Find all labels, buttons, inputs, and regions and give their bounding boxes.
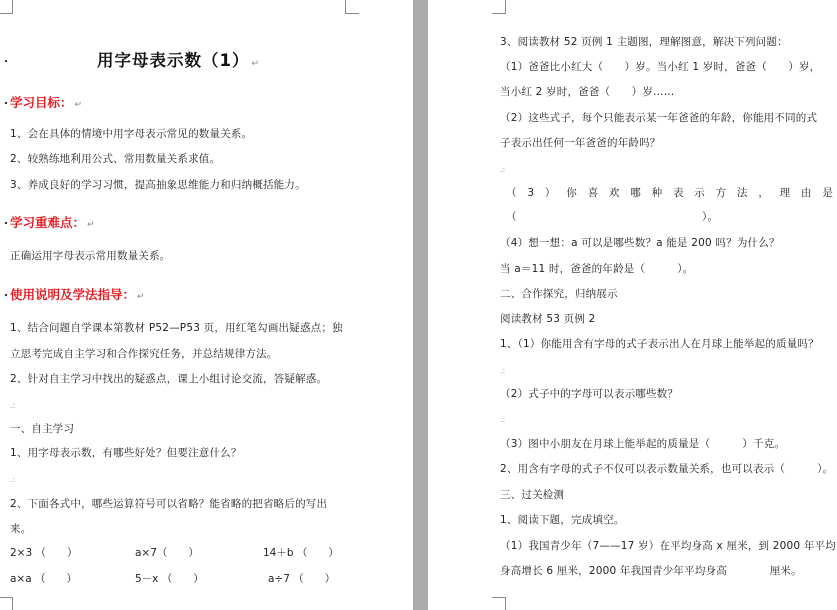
guide-text[interactable]: 立思考完成自主学习和合作探究任务，并总结规律方法。 [10, 348, 278, 360]
question-text[interactable]: （1）我国青少年（7——17 岁）在平均身高 x 厘米，到 2000 年平均 [500, 540, 836, 552]
empty-paragraph-mark: .: [500, 165, 506, 174]
section-heading-check[interactable]: 三、过关检测 [500, 489, 565, 501]
question-text[interactable]: 子表示出任何一年爸爸的年龄吗？ [500, 137, 661, 149]
answer-blank-open[interactable]: （ [506, 211, 517, 223]
page-corner-mark [0, 0, 13, 14]
document-title[interactable]: 用字母表示数（1） ↵ [97, 51, 261, 70]
question-text[interactable]: 1、（1）你能用含有字母的式子表示出人在月球上能举起的质量吗？ [500, 338, 819, 350]
goal-item[interactable]: 1、会在具体的情境中用字母表示常见的数量关系。 [10, 128, 253, 140]
question-text[interactable]: （2）这些式子，每个只能表示某一年爸爸的年龄，你能用不同的式 [500, 112, 818, 124]
page-corner-mark [0, 597, 13, 610]
question-text[interactable]: 身高增长 6 厘米，2000 年我国青少年平均身高 厘米。 [500, 565, 802, 577]
expression-blank[interactable]: 2×3 （ ） [10, 547, 78, 559]
section-heading-self-study[interactable]: 一、自主学习 [10, 423, 75, 435]
question-text[interactable]: （2）式子中的字母可以表示哪些数？ [500, 388, 679, 400]
guide-text[interactable]: 1、结合问题自学课本第教材 P52—P53 页，用红笔勾画出疑惑点；独 [10, 322, 343, 334]
section-heading-goals[interactable]: 学习目标： ↵ [10, 95, 83, 110]
section-heading-cooperation[interactable]: 二、合作探究，归纳展示 [500, 288, 618, 300]
page-corner-mark [492, 0, 506, 14]
guide-text[interactable]: 2、针对自主学习中找出的疑惑点，课上小组讨论交流，答疑解惑。 [10, 373, 328, 385]
page-corner-mark [345, 0, 359, 14]
question-text[interactable]: （1）爸爸比小红大（ ）岁。当小红 1 岁时，爸爸（ ）岁， [500, 61, 821, 73]
section-heading-key-points[interactable]: 学习重难点： ↵ [10, 215, 95, 230]
page-corner-mark [492, 597, 506, 610]
empty-paragraph-mark: .: [500, 415, 506, 424]
goal-item[interactable]: 2、较熟练地利用公式、常用数量关系求值。 [10, 153, 221, 165]
paragraph-bullet [5, 222, 7, 224]
question-text[interactable]: 阅读教材 53 页例 2 [500, 313, 596, 325]
section-heading-guide[interactable]: 使用说明及学法指导： ↵ [10, 287, 145, 302]
empty-paragraph-mark: .: [10, 475, 16, 484]
paragraph-bullet [5, 60, 7, 62]
document-page-left [0, 0, 413, 610]
question-text[interactable]: （4）想一想：a 可以是哪些数？a 能是 200 吗？为什么？ [500, 237, 780, 249]
paragraph-bullet [5, 294, 7, 296]
goal-item[interactable]: 3、养成良好的学习习惯，提高抽象思维能力和归纳概括能力。 [10, 179, 306, 191]
question-text[interactable]: 当 a＝11 时，爸爸的年龄是（ ）。 [500, 263, 694, 275]
expression-blank[interactable]: 5－x （ ） [135, 573, 204, 585]
question-text[interactable]: 1、阅读下题，完成填空。 [500, 514, 625, 526]
justified-question-line[interactable]: （ 3 ） 你 喜 欢 哪 种 表 示 方 法 ， 理 由 是 [506, 187, 833, 199]
key-point-text[interactable]: 正确运用字母表示常用数量关系。 [10, 250, 171, 262]
expression-blank[interactable]: a×a （ ） [10, 573, 78, 585]
paragraph-bullet [5, 102, 7, 104]
empty-paragraph-mark: .: [500, 366, 506, 375]
question-text[interactable]: 来。 [10, 523, 32, 535]
expression-blank[interactable]: 14＋b （ ） [263, 547, 339, 559]
question-text[interactable]: 2、下面各式中，哪些运算符号可以省略？能省略的把省略后的写出 [10, 498, 328, 510]
question-text[interactable]: 3、阅读教材 52 页例 1 主题图，理解图意，解决下列问题： [500, 36, 788, 48]
question-text[interactable]: 当小红 2 岁时，爸爸（ ）岁…… [500, 86, 675, 98]
expression-blank[interactable]: a÷7 （ ） [268, 573, 336, 585]
expression-blank[interactable]: a×7（ ） [135, 547, 199, 559]
empty-paragraph-mark: .: [10, 401, 16, 410]
answer-blank-close[interactable]: ）。 [702, 211, 719, 223]
question-text[interactable]: （3）图中小朋友在月球上能举起的质量是（ ）千克。 [500, 438, 786, 450]
document-page-right [428, 0, 837, 610]
question-text[interactable]: 1、用字母表示数，有哪些好处？但要注意什么？ [10, 447, 242, 459]
question-text[interactable]: 2、用含有字母的式子不仅可以表示数量关系，也可以表示（ ）。 [500, 463, 834, 475]
